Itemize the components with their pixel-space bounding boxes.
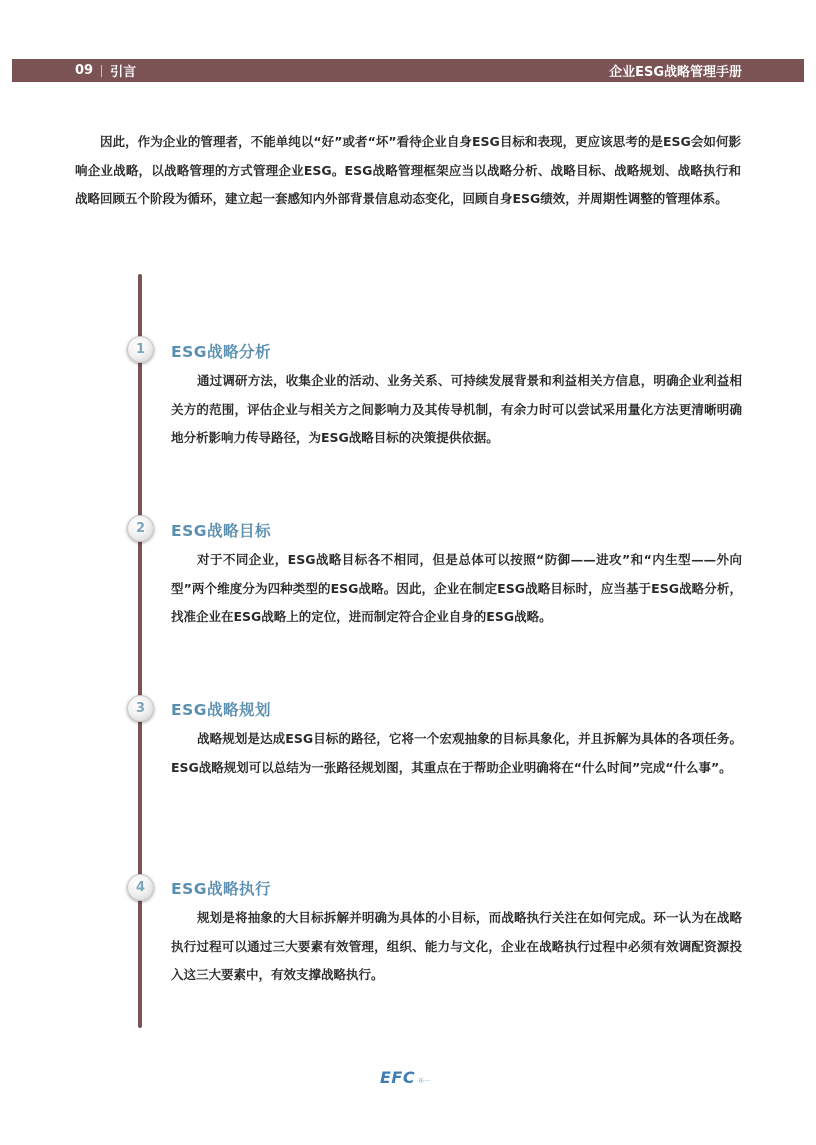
efc-logo-subtext: 环一 (418, 1078, 431, 1085)
step-3-number-circle: 3 (127, 695, 154, 722)
step-4-title: ESG战略执行 (171, 880, 271, 898)
step-2-number-circle: 2 (127, 515, 154, 542)
timeline-line (138, 274, 142, 1028)
efc-logo-mark: EFC (380, 1068, 416, 1087)
step-4-body: 规划是将抽象的大目标拆解并明确为具体的小目标，而战略执行关注在如何完成。环一认为在战略执行过程可以通过三大要素有效管理，组织、能力与文化，企业在战略执行过程中必须有效调配资源投入这三大要素中，有效支撑战略执行。 (171, 910, 742, 983)
section-title: 引言 (110, 65, 137, 80)
footer-logo (380, 1068, 430, 1087)
step-1-number-circle: 1 (127, 336, 154, 363)
document-title: 企业ESG战略管理手册 (609, 65, 742, 80)
step-3-title: ESG战略规划 (171, 701, 271, 719)
step-4-number-circle: 4 (127, 874, 154, 901)
step-1-body: 通过调研方法，收集企业的活动、业务关系、可持续发展背景和利益相关方信息，明确企业利益相关方的范围，评估企业与相关方之间影响力及其传导机制，有余力时可以尝试采用量化方法更清晰明确地分析影响力传导路径，为ESG战略目标的决策提供依据。 (171, 373, 742, 446)
intro-paragraph: 因此，作为企业的管理者，不能单纯以“好”或者“坏”看待企业自身ESG目标和表现，更应该思考的是ESG会如何影响企业战略，以战略管理的方式管理企业ESG。ESG战略管理框架应当以战略分析、战略目标、战略规划、战略执行和战略回顾五个阶段为循环，建立起一套感知内外部背景信息动态变化，回顾自身ESG绩效，并周期性调整的管理体系。 (75, 134, 741, 206)
step-3-body: 战略规划是达成ESG目标的路径，它将一个宏观抽象的目标具象化，并且拆解为具体的各项任务。ESG战略规划可以总结为一张路径规划图，其重点在于帮助企业明确将在“什么时间”完成“什么事”。 (171, 731, 742, 775)
step-2-title: ESG战略目标 (171, 522, 271, 540)
header-left (75, 61, 136, 80)
page-number: 09 (75, 63, 94, 78)
header-bar (12, 59, 804, 82)
step-2-body: 对于不同企业，ESG战略目标各不相同，但是总体可以按照“防御——进攻”和“内生型——外向型”两个维度分为四种类型的ESG战略。因此，企业在制定ESG战略目标时，应当基于ESG战略分析，找准企业在ESG战略上的定位，进而制定符合企业自身的ESG战略。 (171, 552, 742, 625)
header-separator (101, 65, 102, 77)
step-1-title: ESG战略分析 (171, 343, 271, 361)
